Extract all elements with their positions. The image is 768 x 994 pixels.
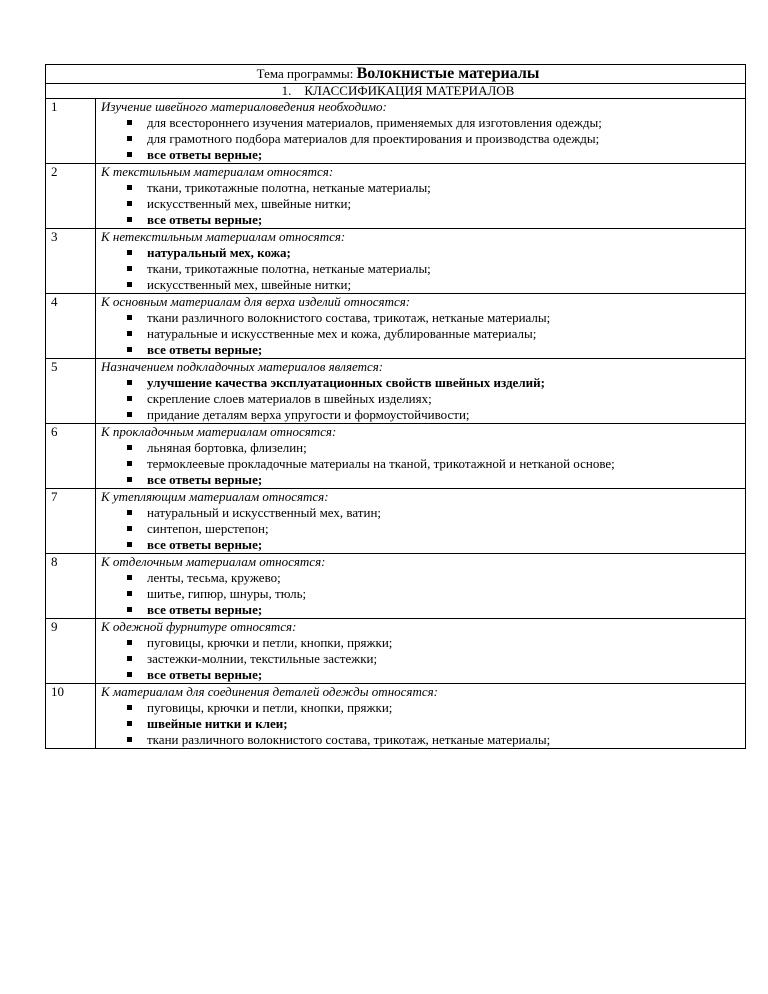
answer-option	[101, 732, 745, 748]
square-bullet-icon	[127, 705, 132, 710]
question-row	[46, 554, 746, 619]
answer-text: пуговицы, крючки и петли, кнопки, пряжки;	[147, 700, 393, 715]
question-row	[46, 294, 746, 359]
answer-option-correct	[101, 472, 745, 488]
answer-text: шитье, гипюр, шнуры, тюль;	[147, 586, 307, 601]
section-number: 1.	[281, 83, 292, 98]
question-number: 3	[46, 229, 96, 294]
answer-text: ткани, трикотажные полотна, нетканые материалы;	[147, 180, 431, 195]
question-text: К отделочным материалам относятся:	[101, 554, 326, 569]
answer-option	[101, 440, 745, 456]
question-body	[96, 424, 746, 489]
answer-option-correct	[101, 342, 745, 358]
question-text: К утепляющим материалам относятся:	[101, 489, 329, 504]
question-body	[96, 619, 746, 684]
answer-list	[101, 700, 745, 748]
question-number: 5	[46, 359, 96, 424]
test-table	[45, 64, 746, 749]
answer-option-correct	[101, 602, 745, 618]
square-bullet-icon	[127, 737, 132, 742]
theme-cell	[46, 65, 746, 84]
question-number: 8	[46, 554, 96, 619]
square-bullet-icon	[127, 120, 132, 125]
answer-text: искусственный мех, швейные нитки;	[147, 196, 352, 211]
answer-list	[101, 570, 745, 618]
answer-text: придание деталям верха упругости и формоустойчивости;	[147, 407, 470, 422]
question-number: 6	[46, 424, 96, 489]
question-text: К одежной фурнитуре относятся:	[101, 619, 297, 634]
square-bullet-icon	[127, 640, 132, 645]
square-bullet-icon	[127, 250, 132, 255]
answer-list	[101, 635, 745, 683]
answer-option	[101, 261, 745, 277]
square-bullet-icon	[127, 672, 132, 677]
question-text: К прокладочным материалам относятся:	[101, 424, 337, 439]
square-bullet-icon	[127, 185, 132, 190]
theme-label: Тема программы:	[256, 66, 354, 81]
square-bullet-icon	[127, 136, 132, 141]
answer-list	[101, 245, 745, 293]
theme-title: Волокнистые материалы	[356, 65, 540, 82]
square-bullet-icon	[127, 282, 132, 287]
theme-row	[46, 65, 746, 84]
question-text: К основным материалам для верха изделий относятся:	[101, 294, 411, 309]
square-bullet-icon	[127, 656, 132, 661]
question-text: К материалам для соединения деталей одежды относятся:	[101, 684, 438, 699]
answer-option	[101, 407, 745, 423]
answer-option	[101, 505, 745, 521]
square-bullet-icon	[127, 542, 132, 547]
question-body	[96, 99, 746, 164]
answer-text: все ответы верные;	[147, 667, 263, 682]
question-rows	[46, 99, 746, 749]
answer-option	[101, 277, 745, 293]
question-text: К текстильным материалам относятся:	[101, 164, 334, 179]
question-row	[46, 359, 746, 424]
answer-option	[101, 310, 745, 326]
question-body	[96, 229, 746, 294]
answer-text: все ответы верные;	[147, 472, 263, 487]
square-bullet-icon	[127, 591, 132, 596]
square-bullet-icon	[127, 721, 132, 726]
answer-text: натуральный мех, кожа;	[147, 245, 291, 260]
answer-text: пуговицы, крючки и петли, кнопки, пряжки;	[147, 635, 393, 650]
question-number: 2	[46, 164, 96, 229]
answer-text: льняная бортовка, флизелин;	[147, 440, 307, 455]
answer-list	[101, 310, 745, 358]
question-number: 7	[46, 489, 96, 554]
square-bullet-icon	[127, 396, 132, 401]
answer-text: все ответы верные;	[147, 212, 263, 227]
question-row	[46, 424, 746, 489]
square-bullet-icon	[127, 607, 132, 612]
answer-text: для всестороннего изучения материалов, применяемых для изготовления одежды;	[147, 115, 602, 130]
answer-text: ткани различного волокнистого состава, трикотаж, нетканые материалы;	[147, 310, 551, 325]
answer-option	[101, 391, 745, 407]
answer-list	[101, 440, 745, 488]
answer-text: термоклеевые прокладочные материалы на тканой, трикотажной и нетканой основе;	[147, 456, 615, 471]
square-bullet-icon	[127, 266, 132, 271]
question-text: Изучение швейного материаловедения необходимо:	[101, 99, 387, 114]
answer-text: все ответы верные;	[147, 537, 263, 552]
answer-option	[101, 570, 745, 586]
answer-option	[101, 180, 745, 196]
answer-text: натуральные и искусственные мех и кожа, дублированные материалы;	[147, 326, 537, 341]
answer-option	[101, 131, 745, 147]
answer-option-correct	[101, 245, 745, 261]
answer-list	[101, 375, 745, 423]
square-bullet-icon	[127, 510, 132, 515]
answer-text: синтепон, шерстепон;	[147, 521, 269, 536]
answer-text: искусственный мех, швейные нитки;	[147, 277, 352, 292]
question-row	[46, 229, 746, 294]
answer-text: натуральный и искусственный мех, ватин;	[147, 505, 382, 520]
square-bullet-icon	[127, 575, 132, 580]
question-body	[96, 684, 746, 749]
answer-option	[101, 586, 745, 602]
answer-option-correct	[101, 375, 745, 391]
answer-option	[101, 456, 745, 472]
question-body	[96, 554, 746, 619]
question-row	[46, 489, 746, 554]
question-number: 10	[46, 684, 96, 749]
answer-text: ленты, тесьма, кружево;	[147, 570, 281, 585]
answer-text: улучшение качества эксплуатационных свойств швейных изделий;	[147, 375, 545, 390]
question-body	[96, 489, 746, 554]
square-bullet-icon	[127, 201, 132, 206]
answer-option	[101, 635, 745, 651]
question-body	[96, 359, 746, 424]
answer-option-correct	[101, 667, 745, 683]
question-number: 9	[46, 619, 96, 684]
square-bullet-icon	[127, 526, 132, 531]
answer-text: скрепление слоев материалов в швейных изделиях;	[147, 391, 432, 406]
answer-option	[101, 326, 745, 342]
question-row	[46, 164, 746, 229]
answer-text: застежки-молнии, текстильные застежки;	[147, 651, 378, 666]
answer-option-correct	[101, 212, 745, 228]
question-text: К нетекстильным материалам относятся:	[101, 229, 346, 244]
square-bullet-icon	[127, 477, 132, 482]
question-row	[46, 619, 746, 684]
square-bullet-icon	[127, 461, 132, 466]
question-body	[96, 294, 746, 359]
question-body	[96, 164, 746, 229]
answer-option	[101, 196, 745, 212]
section-title: КЛАССИФИКАЦИЯ МАТЕРИАЛОВ	[304, 83, 515, 98]
question-row	[46, 99, 746, 164]
answer-list	[101, 115, 745, 163]
answer-option	[101, 521, 745, 537]
answer-option	[101, 651, 745, 667]
answer-option	[101, 115, 745, 131]
question-number: 4	[46, 294, 96, 359]
question-text: Назначением подкладочных материалов является:	[101, 359, 384, 374]
square-bullet-icon	[127, 217, 132, 222]
square-bullet-icon	[127, 445, 132, 450]
answer-text: ткани, трикотажные полотна, нетканые материалы;	[147, 261, 431, 276]
square-bullet-icon	[127, 380, 132, 385]
answer-text: все ответы верные;	[147, 147, 263, 162]
square-bullet-icon	[127, 152, 132, 157]
square-bullet-icon	[127, 315, 132, 320]
answer-option	[101, 700, 745, 716]
answer-text: все ответы верные;	[147, 602, 263, 617]
section-cell	[46, 84, 746, 99]
question-row	[46, 684, 746, 749]
square-bullet-icon	[127, 412, 132, 417]
answer-option-correct	[101, 147, 745, 163]
square-bullet-icon	[127, 331, 132, 336]
question-number: 1	[46, 99, 96, 164]
answer-list	[101, 505, 745, 553]
square-bullet-icon	[127, 347, 132, 352]
answer-text: ткани различного волокнистого состава, трикотаж, нетканые материалы;	[147, 732, 551, 747]
answer-text: швейные нитки и клеи;	[147, 716, 288, 731]
answer-option-correct	[101, 716, 745, 732]
section-row	[46, 84, 746, 99]
answer-option-correct	[101, 537, 745, 553]
answer-text: все ответы верные;	[147, 342, 263, 357]
answer-text: для грамотного подбора материалов для проектирования и производства одежды;	[147, 131, 600, 146]
answer-list	[101, 180, 745, 228]
